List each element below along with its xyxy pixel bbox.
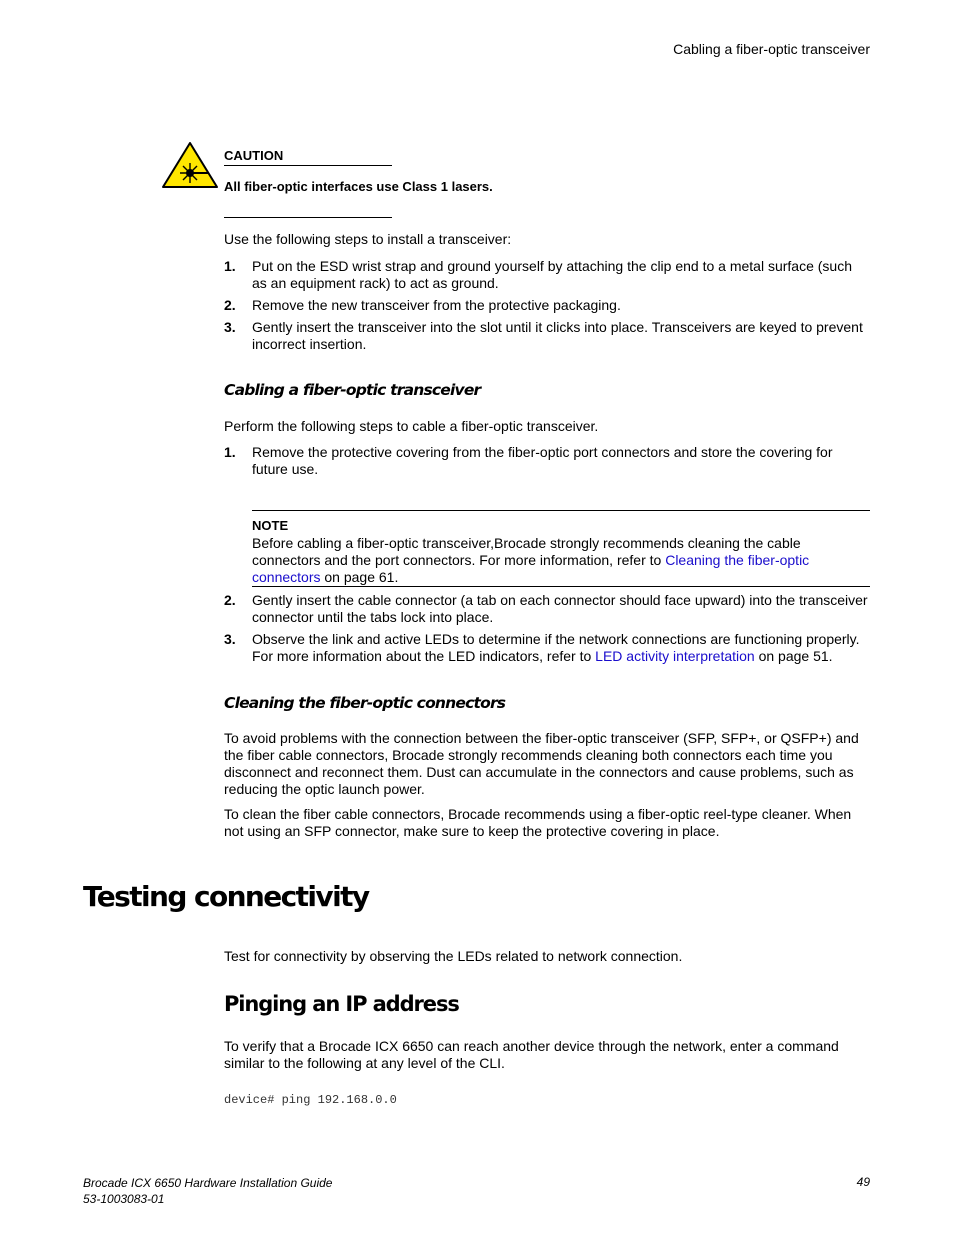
laser-warning-icon [161, 141, 219, 189]
step-text: Remove the new transceiver from the protective packaging. [252, 297, 621, 313]
caution-divider-top [224, 165, 392, 166]
step-number: 3. [224, 631, 236, 647]
footer-doc-number: 53-1003083-01 [83, 1192, 165, 1206]
code-example: device# ping 192.168.0.0 [224, 1093, 397, 1107]
cleaning-paragraph-2: To clean the fiber cable connectors, Brocade recommends using a fiber-optic reel-type cleaner. When not using an SFP connector, make sure to keep the protective covering in place. [224, 806, 852, 839]
footer-doc-title: Brocade ICX 6650 Hardware Installation Guide [83, 1176, 333, 1190]
step-number: 2. [224, 297, 236, 313]
step-text-end: on page 51. [754, 648, 833, 664]
list-item [224, 319, 870, 353]
list-item [224, 297, 870, 314]
install-steps [224, 258, 870, 353]
note-divider-top [252, 510, 870, 511]
caution-label: CAUTION [224, 148, 284, 163]
testing-intro: Test for connectivity by observing the LEDs related to network connection. [224, 948, 683, 964]
note-text-end: on page 61. [320, 569, 399, 585]
link-led-activity[interactable]: LED activity interpretation [595, 648, 755, 664]
list-item [224, 592, 870, 626]
link-cleaning-connectors[interactable]: Cleaning the fiber-optic connectors [252, 552, 810, 585]
step-text: Remove the protective covering from the fiber-optic port connectors and store the covering for future use. [252, 444, 833, 477]
footer-doc-info [83, 1175, 332, 1207]
step-number: 1. [224, 258, 236, 274]
cabling-step-1 [224, 444, 870, 478]
caution-text: All fiber-optic interfaces use Class 1 lasers. [224, 179, 493, 194]
running-header: Cabling a fiber-optic transceiver [673, 41, 870, 57]
note-text [252, 535, 832, 586]
step-text-start: Observe the link and active LEDs to determine if the network connections are functioning properly. For more information about the LED indicators, refer to [252, 631, 860, 664]
step-text: Gently insert the cable connector (a tab on each connector should face upward) into the transceiver connector until the tabs lock into place. [252, 592, 868, 625]
section-heading-cabling: Cabling a fiber-optic transceiver [224, 381, 481, 399]
page-number: 49 [856, 1175, 870, 1189]
page-title-testing-connectivity: Testing connectivity [83, 880, 369, 913]
cabling-steps-2-3 [224, 592, 870, 665]
note-label: NOTE [252, 518, 289, 533]
step-number: 2. [224, 592, 236, 608]
install-intro: Use the following steps to install a transceiver: [224, 231, 512, 247]
cleaning-paragraph-1: To avoid problems with the connection between the fiber-optic transceiver (SFP, SFP+, or QSFP+) and the fiber cable connectors, Brocade strongly recommends cleaning both connectors each time you disconnect and reconnect them. Dust can accumulate in the connectors and cause problems, such as reducing the optic launch power. [224, 730, 859, 797]
list-item [224, 631, 870, 665]
step-number: 3. [224, 319, 236, 335]
pinging-intro: To verify that a Brocade ICX 6650 can reach another device through the network, enter a command similar to the following at any level of the CLI. [224, 1038, 839, 1071]
caution-divider-bottom [224, 217, 392, 218]
step-text: Gently insert the transceiver into the slot until it clicks into place. Transceivers are keyed to prevent incorrect insertion. [252, 319, 863, 352]
section-heading-cleaning: Cleaning the fiber-optic connectors [224, 694, 506, 712]
cabling-intro: Perform the following steps to cable a fiber-optic transceiver. [224, 418, 599, 434]
step-number: 1. [224, 444, 236, 460]
list-item [224, 444, 870, 478]
section-heading-pinging: Pinging an IP address [224, 992, 459, 1016]
step-text: Put on the ESD wrist strap and ground yourself by attaching the clip end to a metal surface (such as an equipment rack) to act as ground. [252, 258, 852, 291]
step-text [252, 631, 860, 664]
note-text-start: Before cabling a fiber-optic transceiver,Brocade strongly recommends cleaning the cable connectors and the port connectors. For more information, refer to [252, 535, 801, 568]
list-item [224, 258, 870, 292]
note-divider-bottom [252, 586, 870, 587]
